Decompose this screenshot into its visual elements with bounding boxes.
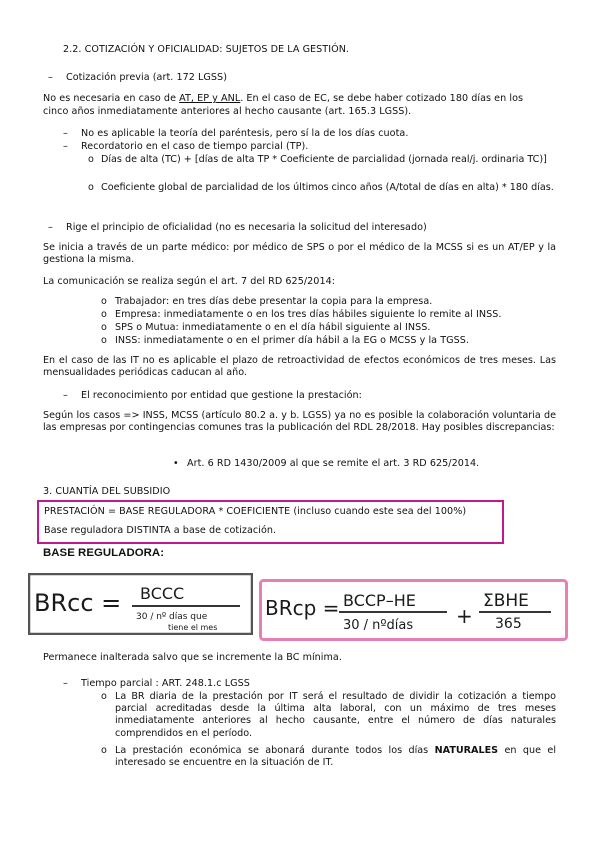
formula-brcc-image [28, 573, 253, 635]
circle-marker: o [101, 296, 107, 307]
bullet-marker: • [173, 458, 179, 469]
circle-marker: o [101, 335, 107, 346]
com-item: INSS: inmediatamente o en el primer día hábil a la EG o MCSS y la TGSS. [115, 335, 469, 346]
sub-prestacion-economica: La prestación económica se abonará durante todos los días NATURALES en que el interesado se encuentre en la situación de IT. [115, 745, 556, 769]
circle-marker: o [101, 322, 107, 333]
underlined-at-ep-anl: AT, EP y ANL [179, 93, 241, 104]
dash-marker: – [63, 390, 68, 401]
circle-marker: o [101, 309, 107, 320]
section-title-2-2: 2.2. COTIZACIÓN Y OFICIALIDAD: SUJETOS DE LA GESTIÓN. [63, 44, 350, 55]
sub-br-diaria: La BR diaria de la prestación por IT será el resultado de dividir la cotización a tiempo parcial acreditadas desde la última alta laboral, con un máximo de tres meses inmediatamente anteriores al hecho causante, entre el número de días naturales comprendidos en el período. [115, 691, 556, 739]
paragraph-comunicacion: La comunicación se realiza según el art. 7 del RD 625/2014: [43, 276, 336, 287]
section-title-3: 3. CUANTÍA DEL SUBSIDIO [43, 486, 171, 497]
paragraph-retroactividad: En el caso de las IT no es aplicable el plazo de retroactividad de efectos económicos de tres meses. Las mensualidades periódicas caducan al año. [43, 355, 556, 379]
circle-marker: o [88, 154, 94, 165]
bullet-tiempo-parcial: Tiempo parcial : ART. 248.1.c LGSS [81, 678, 250, 689]
sub-dias-alta: Días de alta (TC) + [días de alta TP * Coeficiente de parcialidad (jornada real/j. ordinaria TC)] [101, 154, 547, 165]
formula-brcp-plus: + [456, 604, 473, 628]
formula-brcp-num2: ΣBHE [483, 591, 529, 611]
art6-item: Art. 6 RD 1430/2009 al que se remite el art. 3 RD 625/2014. [187, 458, 480, 469]
paragraph-no-necesaria: No es necesaria en caso de AT, EP y ANL. En el caso de EC, se debe haber cotizado 180 días en los [43, 93, 524, 104]
sub-coeficiente: Coeficiente global de parcialidad de los últimos cinco años (A/total de días en alta) * 180 días. [101, 182, 554, 193]
circle-marker: o [88, 182, 94, 193]
formula-brcp-image [259, 579, 568, 641]
paragraph-permanece: Permanece inalterada salvo que se incremente la BC mínima. [43, 652, 342, 663]
formula-brcc-denominator: 30 / nº días que [136, 612, 208, 622]
naturales-bold: NATURALES [434, 745, 499, 756]
paragraph-parte-medico: Se inicia a través de un parte médico: por médico de SPS o por el médico de la MCSS si es un AT/EP y la gestiona la misma. [43, 242, 556, 266]
circle-marker: o [101, 691, 107, 702]
base-distinta: Base reguladora DISTINTA a base de cotización. [44, 525, 277, 536]
prestacion-formula: PRESTACIÓN = BASE REGULADORA * COEFICIENTE (incluso cuando este sea del 100%) [44, 506, 467, 517]
formula-brcp-num1: BCCP–HE [343, 591, 416, 610]
formula-brcp-den2: 365 [495, 616, 522, 632]
dash-marker: – [48, 222, 53, 233]
bullet-oficialidad: Rige el principio de oficialidad (no es necesaria la solicitud del interesado) [66, 222, 427, 233]
formula-brcp-den1: 30 / nºdías [343, 618, 414, 633]
com-item: SPS o Mutua: inmediatamente o en el día hábil siguiente al INSS. [115, 322, 431, 333]
formula-brcp-lhs: BRcp = [265, 596, 340, 620]
bullet-cotizacion-previa: Cotización previa (art. 172 LGSS) [66, 72, 227, 83]
formula-brcc-lhs: BRcc = [34, 589, 122, 617]
dash-marker: – [63, 141, 68, 152]
formula-brcc-numerator: BCCC [140, 584, 185, 603]
formula-brcc-denominator2: tiene el mes [168, 623, 218, 632]
com-item: Trabajador: en tres días debe presentar la copia para la empresa. [115, 296, 433, 307]
paragraph-cinco-anos: cinco años inmediatamente anteriores al hecho causante (art. 165.3 LGSS). [43, 106, 412, 117]
com-item: Empresa: inmediatamente o en los tres días hábiles siguiente lo remite al INSS. [115, 309, 502, 320]
dash-marker: – [48, 72, 53, 83]
dash-marker: – [63, 678, 68, 689]
bullet-reconocimiento: El reconocimiento por entidad que gestione la prestación: [81, 390, 362, 401]
bullet-recordatorio: Recordatorio en el caso de tiempo parcial (TP). [81, 141, 309, 152]
paragraph-segun-casos: Según los casos => INSS, MCSS (artículo 80.2 a. y b. LGSS) ya no es posible la colaboración voluntaria de las empresas por contingencias comunes tras la publicación del RDL 28/2018. Hay posibles discrepancias: [43, 410, 556, 434]
bullet-parentesis: No es aplicable la teoría del paréntesis, pero sí la de los días cuota. [81, 128, 409, 139]
base-reguladora-heading: BASE REGULADORA: [43, 547, 165, 559]
circle-marker: o [101, 745, 107, 756]
dash-marker: – [63, 128, 68, 139]
